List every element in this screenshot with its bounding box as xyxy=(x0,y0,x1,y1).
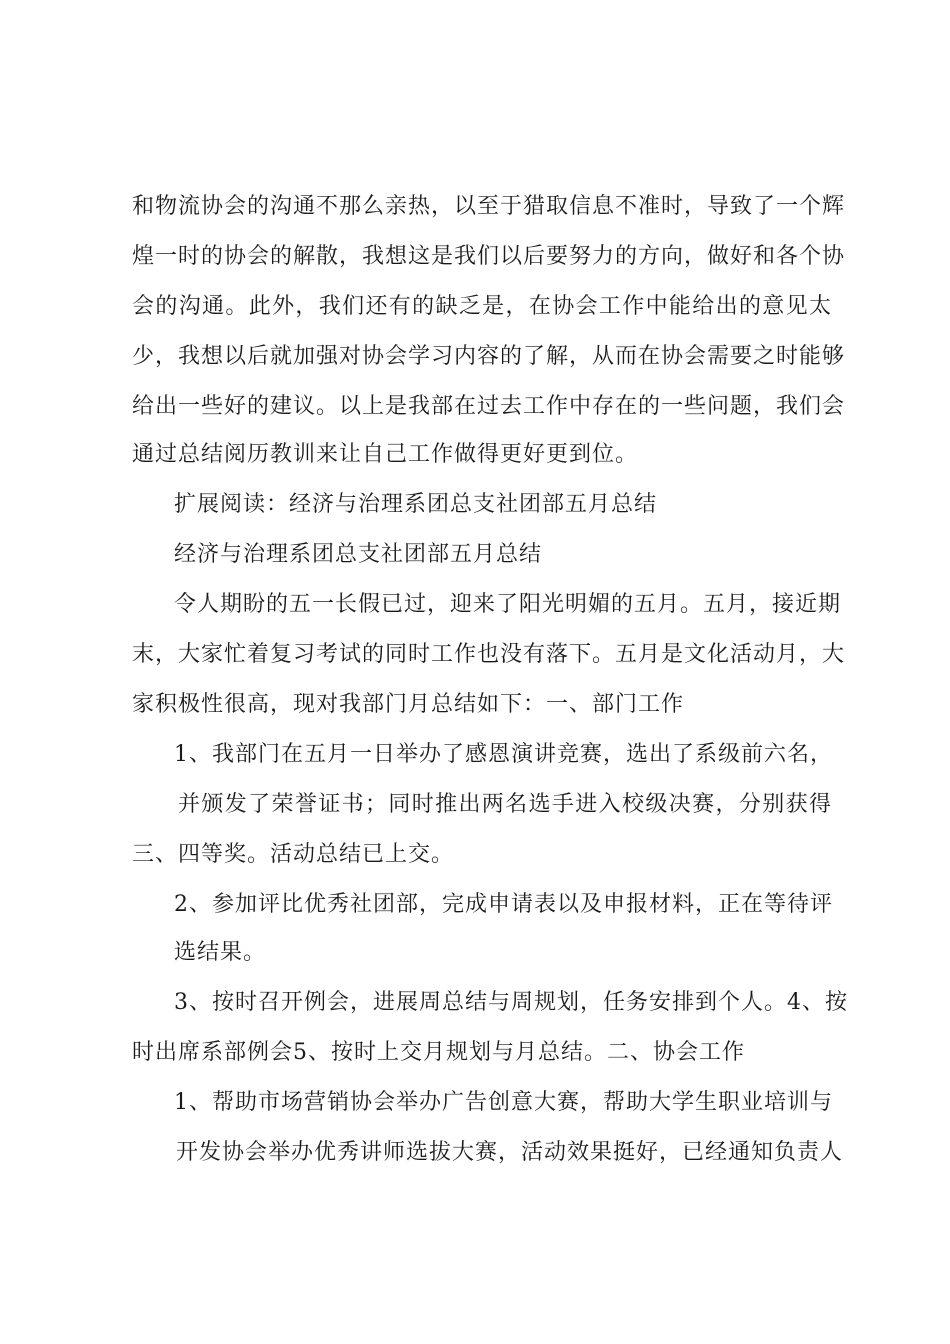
extended-reading-heading: 扩展阅读：经济与治理系团总支社团部五月总结 xyxy=(174,492,658,517)
text-line: 开发协会举办优秀讲师选拔大赛，活动效果挺好，已经通知负责人 xyxy=(176,1140,844,1165)
text-line: 通过总结阅历教训来让自己工作做得更好更到位。 xyxy=(132,442,639,467)
list-item: 2、参加评比优秀社团部，完成申请表以及申报材料，正在等待评 xyxy=(174,892,833,917)
list-item: 1、帮助市场营销协会举办广告创意大赛，帮助大学生职业培训与 xyxy=(174,1090,833,1115)
text-line: 会的沟通。此外，我们还有的缺乏是，在协会工作中能给出的意见太 xyxy=(132,294,832,319)
text-line: 煌一时的协会的解散，我想这是我们以后要努力的方向，做好和各个协 xyxy=(132,244,846,269)
text-line: 和物流协会的沟通不那么亲热，以至于猎取信息不准时，导致了一个辉 xyxy=(132,194,846,219)
text-line: 三、四等奖。活动总结已上交。 xyxy=(132,842,455,867)
text-line: 末，大家忙着复习考试的同时工作也没有落下。五月是文化活动月，大 xyxy=(132,642,846,667)
list-item: 1、我部门在五月一日举办了感恩演讲竞赛，选出了系级前六名， xyxy=(174,742,833,767)
summary-title: 经济与治理系团总支社团部五月总结 xyxy=(174,542,543,567)
text-line: 给出一些好的建议。以上是我部在过去工作中存在的一些问题，我们会 xyxy=(132,394,846,419)
text-line: 令人期盼的五一长假已过，迎来了阳光明媚的五月。五月，接近期 xyxy=(174,592,842,617)
text-line: 选结果。 xyxy=(174,940,267,965)
text-line: 并颁发了荣誉证书；同时推出两名选手进入校级决赛，分别获得 xyxy=(178,792,832,817)
text-line: 时出席系部例会5、按时上交月规划与月总结。二、协会工作 xyxy=(132,1040,745,1065)
text-line: 家积极性很高，现对我部门月总结如下：一、部门工作 xyxy=(132,692,685,717)
list-item: 3、按时召开例会，进展周总结与周规划，任务安排到个人。4、按 xyxy=(174,990,848,1015)
text-line: 少，我想以后就加强对协会学习内容的了解，从而在协会需要之时能够 xyxy=(132,344,846,369)
